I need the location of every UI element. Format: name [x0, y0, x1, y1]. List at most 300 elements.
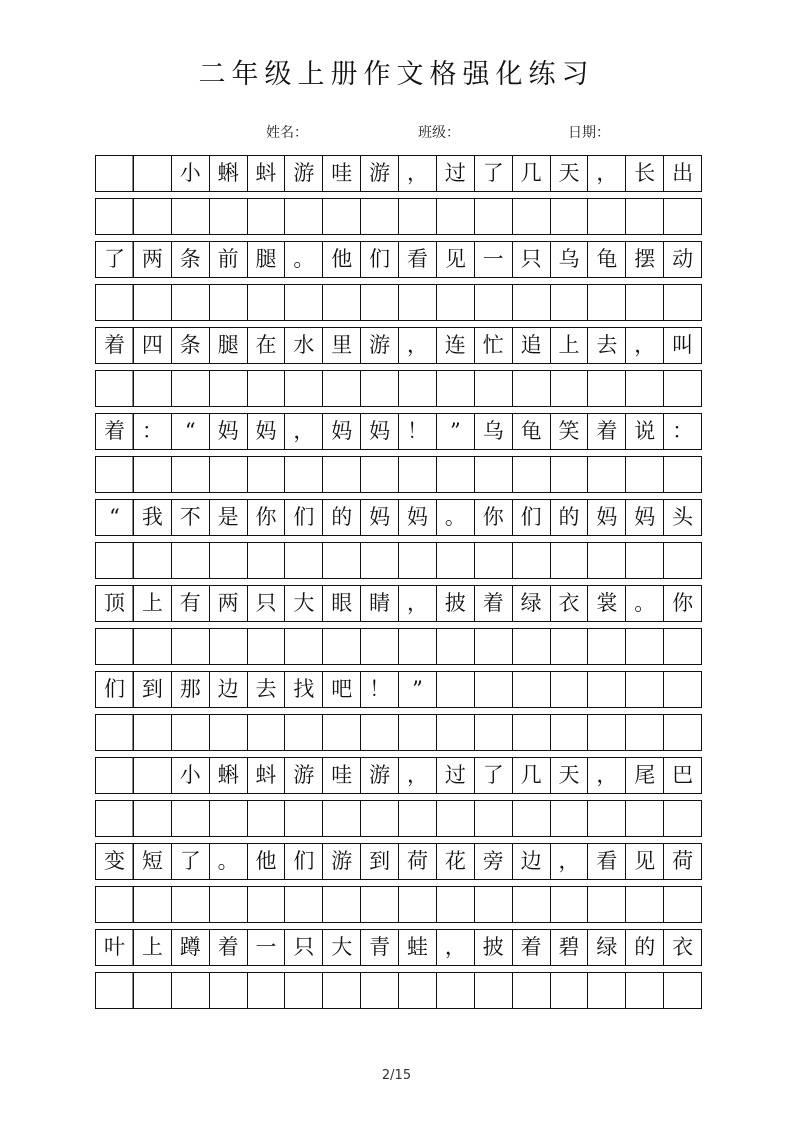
grid-cell: 有 — [171, 586, 209, 621]
grid-cell — [171, 973, 209, 1008]
grid-cell: ， — [625, 328, 663, 363]
grid-cell: 叶 — [96, 930, 134, 965]
grid-cell — [398, 457, 436, 492]
grid-cell — [209, 457, 247, 492]
grid-cell: 一 — [474, 242, 512, 277]
grid-cell — [134, 199, 171, 234]
grid-cell: 着 — [96, 328, 134, 363]
grid-cell: ” — [436, 414, 474, 449]
grid-cell — [209, 973, 247, 1008]
grid-cell — [512, 887, 550, 922]
grid-cell: ， — [587, 758, 625, 793]
grid-cell: 荷 — [398, 844, 436, 879]
grid-cell: 游 — [284, 156, 322, 191]
grid-cell: 找 — [284, 672, 322, 707]
grid-cell: 他 — [247, 844, 285, 879]
grid-cell — [587, 887, 625, 922]
grid-cell — [474, 629, 512, 664]
grid-cell: 追 — [512, 328, 550, 363]
grid-cell: 游 — [284, 758, 322, 793]
grid-cell — [436, 285, 474, 320]
blank-practice-row — [95, 972, 702, 1009]
text-row — [95, 155, 702, 192]
grid-cell — [360, 887, 398, 922]
grid-cell — [360, 457, 398, 492]
grid-cell: 衣 — [550, 586, 588, 621]
grid-cell — [209, 543, 247, 578]
grid-cell: 到 — [141, 677, 163, 701]
grid-cell — [209, 801, 247, 836]
grid-cell: ， — [550, 844, 588, 879]
grid-cell: ： — [141, 419, 163, 443]
grid-cell — [96, 543, 134, 578]
grid-cell — [171, 801, 209, 836]
grid-cell: 妈 — [209, 414, 247, 449]
grid-cell — [96, 715, 134, 750]
grid-cell — [134, 887, 171, 922]
grid-cell — [512, 801, 550, 836]
text-row — [95, 757, 702, 794]
class-label: 班级： — [418, 125, 460, 141]
grid-cell — [96, 629, 134, 664]
grid-cell — [284, 285, 322, 320]
grid-cell: 条 — [171, 242, 209, 277]
page-number: 2/15 — [381, 1068, 412, 1083]
grid-cell — [322, 543, 360, 578]
grid-cell — [247, 973, 285, 1008]
writing-grid — [95, 155, 702, 1015]
grid-cell — [360, 285, 398, 320]
grid-cell — [134, 973, 171, 1008]
grid-cell — [96, 973, 134, 1008]
grid-cell — [512, 285, 550, 320]
grid-cell — [247, 199, 285, 234]
grid-cell: ， — [587, 156, 625, 191]
grid-cell: “ — [171, 414, 209, 449]
grid-cell — [171, 199, 209, 234]
grid-cell — [587, 801, 625, 836]
grid-cell: 动 — [663, 242, 701, 277]
grid-cell: 只 — [247, 586, 285, 621]
grid-cell — [625, 457, 663, 492]
grid-cell — [550, 199, 588, 234]
grid-cell — [474, 199, 512, 234]
grid-cell — [134, 285, 171, 320]
grid-cell: 的 — [550, 500, 588, 535]
grid-cell: 尾 — [625, 758, 663, 793]
grid-cell: 着 — [96, 414, 134, 449]
grid-cell — [398, 887, 436, 922]
grid-cell: 水 — [284, 328, 322, 363]
grid-cell — [247, 371, 285, 406]
grid-cell: 蝌 — [209, 758, 247, 793]
grid-cell: 见 — [625, 844, 663, 879]
grid-cell: 披 — [436, 586, 474, 621]
grid-cell: 蛙 — [398, 930, 436, 965]
grid-cell — [360, 715, 398, 750]
grid-cell: 眼 — [322, 586, 360, 621]
grid-cell: 两 — [141, 247, 163, 271]
grid-cell: 的 — [322, 500, 360, 535]
grid-cell — [550, 973, 588, 1008]
grid-cell — [512, 457, 550, 492]
grid-cell — [96, 156, 134, 191]
grid-cell: 乌 — [550, 242, 588, 277]
grid-cell: 绿 — [587, 930, 625, 965]
grid-cell — [284, 715, 322, 750]
grid-cell: 妈 — [360, 500, 398, 535]
grid-cell — [474, 543, 512, 578]
grid-cell — [398, 285, 436, 320]
grid-cell: 到 — [360, 844, 398, 879]
grid-cell: 妈 — [360, 414, 398, 449]
grid-cell — [625, 887, 663, 922]
grid-cell — [284, 371, 322, 406]
grid-cell: 妈 — [247, 414, 285, 449]
grid-cell: ！ — [360, 672, 398, 707]
grid-cell — [247, 887, 285, 922]
grid-cell — [171, 887, 209, 922]
grid-cell: 你 — [247, 500, 285, 535]
grid-cell: 上 — [141, 591, 163, 615]
grid-cell — [284, 629, 322, 664]
grid-cell: 只 — [284, 930, 322, 965]
grid-cell — [284, 457, 322, 492]
grid-cell — [360, 973, 398, 1008]
grid-cell: 睛 — [360, 586, 398, 621]
grid-cell — [284, 801, 322, 836]
grid-cell — [512, 715, 550, 750]
grid-cell — [474, 285, 512, 320]
grid-cell: 龟 — [512, 414, 550, 449]
grid-cell — [322, 629, 360, 664]
grid-cell — [436, 715, 474, 750]
grid-cell: 不 — [171, 500, 209, 535]
grid-cell — [550, 457, 588, 492]
grid-cell: 见 — [436, 242, 474, 277]
grid-cell — [171, 715, 209, 750]
blank-practice-row — [95, 284, 702, 321]
grid-cell: ， — [284, 414, 322, 449]
grid-cell: 妈 — [322, 414, 360, 449]
grid-cell — [436, 457, 474, 492]
grid-cell — [474, 887, 512, 922]
grid-cell — [587, 973, 625, 1008]
grid-cell: 蚪 — [247, 156, 285, 191]
grid-cell — [436, 973, 474, 1008]
grid-cell — [209, 715, 247, 750]
grid-cell: 巴 — [663, 758, 701, 793]
grid-cell — [550, 543, 588, 578]
grid-cell — [436, 887, 474, 922]
blank-practice-row — [95, 456, 702, 493]
grid-cell: 摆 — [625, 242, 663, 277]
grid-cell: “ — [96, 500, 134, 535]
grid-cell — [96, 801, 134, 836]
grid-cell: 妈 — [625, 500, 663, 535]
grid-cell: 腿 — [247, 242, 285, 277]
grid-cell: 你 — [663, 586, 701, 621]
date-label: 日期： — [568, 125, 610, 141]
grid-cell — [550, 801, 588, 836]
grid-cell: 顶 — [96, 586, 134, 621]
grid-cell: ， — [398, 586, 436, 621]
grid-cell: 着 — [474, 586, 512, 621]
grid-cell: 去 — [247, 672, 285, 707]
grid-cell — [322, 973, 360, 1008]
grid-cell — [398, 199, 436, 234]
grid-cell: 只 — [512, 242, 550, 277]
grid-cell — [436, 801, 474, 836]
grid-cell — [134, 156, 171, 191]
grid-cell: 几 — [512, 758, 550, 793]
text-row — [95, 843, 702, 880]
grid-cell: 叫 — [663, 328, 701, 363]
grid-cell — [360, 801, 398, 836]
grid-cell — [625, 629, 663, 664]
grid-cell: 过 — [436, 156, 474, 191]
grid-cell: 。 — [209, 844, 247, 879]
text-row — [95, 671, 702, 708]
text-row — [95, 413, 702, 450]
grid-cell — [474, 371, 512, 406]
grid-cell: 哇 — [322, 156, 360, 191]
grid-cell: 衣 — [663, 930, 701, 965]
grid-cell — [134, 758, 171, 793]
grid-cell — [171, 457, 209, 492]
grid-cell: 们 — [284, 500, 322, 535]
grid-cell: 出 — [663, 156, 701, 191]
grid-cell: 连 — [436, 328, 474, 363]
grid-cell: ！ — [398, 414, 436, 449]
grid-cell: 了 — [96, 242, 134, 277]
grid-cell: 龟 — [587, 242, 625, 277]
grid-cell — [663, 801, 701, 836]
grid-cell — [587, 457, 625, 492]
grid-cell: ， — [398, 156, 436, 191]
grid-cell — [663, 715, 701, 750]
grid-cell — [436, 199, 474, 234]
grid-cell — [247, 715, 285, 750]
grid-cell — [398, 629, 436, 664]
grid-cell: 大 — [322, 930, 360, 965]
grid-cell — [360, 543, 398, 578]
grid-cell — [96, 758, 134, 793]
grid-cell — [322, 801, 360, 836]
blank-practice-row — [95, 198, 702, 235]
grid-cell — [474, 715, 512, 750]
grid-cell — [360, 629, 398, 664]
grid-cell — [398, 543, 436, 578]
grid-cell — [436, 629, 474, 664]
grid-cell — [284, 543, 322, 578]
grid-cell: 们 — [284, 844, 322, 879]
grid-cell: 你 — [474, 500, 512, 535]
grid-cell: ， — [398, 758, 436, 793]
grid-cell: 小 — [171, 758, 209, 793]
grid-cell — [587, 672, 625, 707]
grid-cell — [550, 629, 588, 664]
grid-cell: 上 — [141, 935, 163, 959]
grid-cell: 看 — [587, 844, 625, 879]
grid-cell: 绿 — [512, 586, 550, 621]
grid-cell — [134, 715, 171, 750]
grid-cell: 边 — [209, 672, 247, 707]
grid-cell — [550, 285, 588, 320]
grid-cell — [322, 457, 360, 492]
grid-cell: 们 — [512, 500, 550, 535]
grid-cell: 长 — [625, 156, 663, 191]
grid-cell: 蚪 — [247, 758, 285, 793]
grid-cell: 乌 — [474, 414, 512, 449]
grid-cell: 前 — [209, 242, 247, 277]
text-row — [95, 929, 702, 966]
grid-cell — [436, 371, 474, 406]
grid-cell — [512, 543, 550, 578]
text-row — [95, 585, 702, 622]
grid-cell — [247, 285, 285, 320]
grid-cell — [436, 543, 474, 578]
grid-cell — [550, 715, 588, 750]
grid-cell: 他 — [322, 242, 360, 277]
grid-cell: 我 — [141, 505, 163, 529]
grid-cell: 披 — [474, 930, 512, 965]
grid-cell — [625, 672, 663, 707]
grid-cell: 四 — [141, 333, 163, 357]
grid-cell: 青 — [360, 930, 398, 965]
grid-cell: 游 — [322, 844, 360, 879]
grid-cell — [134, 801, 171, 836]
grid-cell: 条 — [171, 328, 209, 363]
grid-cell: 的 — [625, 930, 663, 965]
grid-cell: 游 — [360, 758, 398, 793]
grid-cell — [625, 715, 663, 750]
grid-cell — [322, 887, 360, 922]
grid-cell — [474, 457, 512, 492]
grid-cell — [550, 371, 588, 406]
grid-cell — [96, 199, 134, 234]
grid-cell — [474, 973, 512, 1008]
blank-practice-row — [95, 542, 702, 579]
grid-cell — [134, 543, 171, 578]
grid-cell — [512, 629, 550, 664]
grid-cell: 小 — [171, 156, 209, 191]
grid-cell — [398, 371, 436, 406]
grid-cell: 腿 — [209, 328, 247, 363]
grid-cell: ” — [398, 672, 436, 707]
grid-cell: 几 — [512, 156, 550, 191]
grid-cell: 忙 — [474, 328, 512, 363]
grid-cell — [663, 199, 701, 234]
grid-cell — [322, 371, 360, 406]
grid-cell: 哇 — [322, 758, 360, 793]
grid-cell — [587, 199, 625, 234]
grid-cell — [209, 371, 247, 406]
grid-cell: 那 — [171, 672, 209, 707]
grid-cell — [96, 457, 134, 492]
grid-cell: 吧 — [322, 672, 360, 707]
blank-practice-row — [95, 886, 702, 923]
grid-cell — [171, 371, 209, 406]
grid-cell: 蝌 — [209, 156, 247, 191]
grid-cell — [284, 199, 322, 234]
grid-cell — [209, 629, 247, 664]
grid-cell — [398, 715, 436, 750]
grid-cell: 碧 — [550, 930, 588, 965]
grid-cell: 们 — [96, 672, 134, 707]
grid-cell: ， — [436, 930, 474, 965]
grid-cell — [284, 973, 322, 1008]
grid-cell: 。 — [284, 242, 322, 277]
grid-cell — [663, 973, 701, 1008]
grid-cell: 说 — [625, 414, 663, 449]
grid-cell: 在 — [247, 328, 285, 363]
grid-cell — [587, 285, 625, 320]
grid-cell — [587, 715, 625, 750]
grid-cell — [134, 457, 171, 492]
grid-cell: 。 — [436, 500, 474, 535]
grid-cell: ： — [663, 414, 701, 449]
grid-cell: 大 — [284, 586, 322, 621]
grid-cell: 里 — [322, 328, 360, 363]
grid-cell: 了 — [474, 758, 512, 793]
grid-cell — [209, 887, 247, 922]
grid-cell: 花 — [436, 844, 474, 879]
grid-cell — [398, 973, 436, 1008]
grid-cell: 旁 — [474, 844, 512, 879]
grid-cell — [663, 629, 701, 664]
grid-cell — [247, 801, 285, 836]
grid-cell: 妈 — [587, 500, 625, 535]
grid-cell — [663, 457, 701, 492]
grid-cell — [625, 543, 663, 578]
blank-practice-row — [95, 800, 702, 837]
grid-cell: 边 — [512, 844, 550, 879]
grid-cell — [663, 371, 701, 406]
grid-cell: 游 — [360, 328, 398, 363]
grid-cell — [96, 285, 134, 320]
grid-cell — [663, 285, 701, 320]
grid-cell — [512, 672, 550, 707]
grid-cell: 了 — [474, 156, 512, 191]
grid-cell — [284, 887, 322, 922]
grid-cell — [171, 543, 209, 578]
grid-cell — [663, 887, 701, 922]
grid-cell — [322, 285, 360, 320]
grid-cell: 荷 — [663, 844, 701, 879]
grid-cell — [550, 672, 588, 707]
grid-cell: 去 — [587, 328, 625, 363]
grid-cell — [625, 801, 663, 836]
grid-cell — [96, 887, 134, 922]
grid-cell: 们 — [360, 242, 398, 277]
grid-cell — [398, 801, 436, 836]
grid-cell: 过 — [436, 758, 474, 793]
grid-cell: 着 — [587, 414, 625, 449]
grid-cell — [663, 672, 701, 707]
text-row — [95, 499, 702, 536]
grid-cell — [436, 672, 474, 707]
grid-cell — [322, 199, 360, 234]
blank-practice-row — [95, 628, 702, 665]
grid-cell: 天 — [550, 758, 588, 793]
grid-cell — [322, 715, 360, 750]
grid-cell — [96, 371, 134, 406]
grid-cell: 头 — [663, 500, 701, 535]
grid-cell: 天 — [550, 156, 588, 191]
grid-cell: 两 — [209, 586, 247, 621]
grid-cell — [474, 801, 512, 836]
